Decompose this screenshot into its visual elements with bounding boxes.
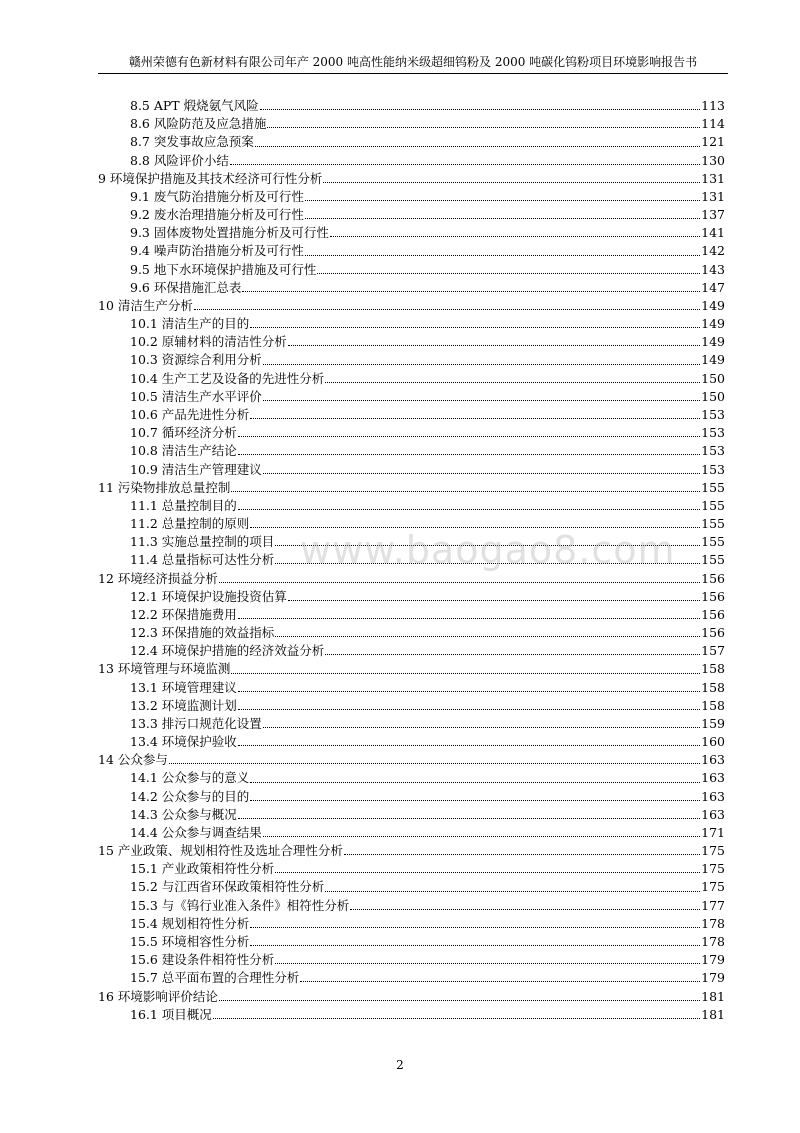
toc-dot-leader <box>238 745 700 746</box>
toc-section-entry[interactable] <box>98 279 725 297</box>
toc-entry-title: 9 环境保护措施及其技术经济可行性分析 <box>98 170 323 186</box>
toc-entry-page: 181 <box>701 988 725 1004</box>
toc-section-entry[interactable] <box>98 333 725 351</box>
watermark: www.baogao8.com <box>300 528 676 572</box>
toc-entry-title: 10.1 清洁生产的目的 <box>130 316 250 332</box>
toc-entry-title: 14.2 公众参与的目的 <box>130 788 250 804</box>
toc-entry-title: 10.7 循环经济分析 <box>130 425 237 441</box>
toc-section-entry[interactable] <box>98 497 725 515</box>
toc-entry-page: 149 <box>701 297 725 313</box>
toc-section-entry[interactable] <box>98 824 725 842</box>
toc-entry-title: 8.5 APT 煅烧氨气风险 <box>130 98 259 114</box>
toc-entry-page: 149 <box>701 352 725 368</box>
toc-chapter-entry[interactable] <box>98 751 725 769</box>
toc-entry-page: 156 <box>701 606 725 622</box>
toc-entry-title: 12 环境经济损益分析 <box>98 570 218 586</box>
toc-entry-title: 16.1 项目概况 <box>130 1006 212 1022</box>
running-header: 赣州荣德有色新材料有限公司年产 2000 吨高性能纳米级超细钨粉及 2000 吨碳化钨粉项目环境影响报告书 <box>128 55 698 69</box>
toc-dot-leader <box>238 618 700 619</box>
toc-section-entry[interactable] <box>98 97 725 115</box>
toc-entry-title: 10.4 生产工艺及设备的先进性分析 <box>130 370 325 386</box>
toc-entry-title: 15.6 建设条件相符性分析 <box>130 952 275 968</box>
toc-entry-title: 14.4 公众参与调查结果 <box>130 824 262 840</box>
toc-entry-page: 155 <box>701 534 725 550</box>
toc-dot-leader <box>263 727 700 728</box>
toc-dot-leader <box>275 636 700 637</box>
toc-section-entry[interactable] <box>98 1006 725 1024</box>
toc-dot-leader <box>325 382 700 383</box>
toc-section-entry[interactable] <box>98 733 725 751</box>
toc-entry-page: 150 <box>701 388 725 404</box>
toc-dot-leader <box>250 945 700 946</box>
toc-entry-title: 10.9 清洁生产管理建议 <box>130 461 262 477</box>
toc-entry-title: 15 产业政策、规划相符性及选址合理性分析 <box>98 843 343 859</box>
toc-section-entry[interactable] <box>98 115 725 133</box>
toc-dot-leader <box>288 600 700 601</box>
toc-entry-title: 10.6 产品先进性分析 <box>130 407 250 422</box>
toc-section-entry[interactable] <box>98 860 725 878</box>
toc-section-entry[interactable] <box>98 624 725 642</box>
toc-chapter-entry[interactable] <box>98 569 725 587</box>
toc-dot-leader <box>238 454 700 455</box>
toc-section-entry[interactable] <box>98 915 725 933</box>
toc-dot-leader <box>250 327 700 328</box>
toc-section-entry[interactable] <box>98 878 725 896</box>
toc-section-entry[interactable] <box>98 424 725 442</box>
toc-section-entry[interactable] <box>98 388 725 406</box>
toc-dot-leader <box>260 109 701 110</box>
toc-section-entry[interactable] <box>98 442 725 460</box>
toc-section-entry[interactable] <box>98 406 725 424</box>
toc-section-entry[interactable] <box>98 679 725 697</box>
toc-dot-leader <box>275 872 700 873</box>
toc-entry-page: 137 <box>701 207 725 223</box>
toc-dot-leader <box>305 200 700 201</box>
toc-entry-page: 155 <box>701 497 725 513</box>
header-rule <box>98 73 728 74</box>
toc-dot-leader <box>288 345 700 346</box>
toc-entry-page: 181 <box>701 1006 725 1022</box>
toc-entry-title: 15.4 规划相符性分析 <box>130 915 250 931</box>
toc-entry-page: 113 <box>701 98 725 114</box>
toc-dot-leader <box>238 509 700 510</box>
toc-section-entry[interactable] <box>98 806 725 824</box>
toc-dot-leader <box>330 236 700 237</box>
toc-entry-page: 175 <box>701 861 725 877</box>
toc-section-entry[interactable] <box>98 261 725 279</box>
toc-entry-page: 179 <box>701 970 725 986</box>
toc-dot-leader <box>250 927 700 928</box>
toc-entry-page: 121 <box>701 134 725 150</box>
toc-entry-page: 160 <box>701 734 725 750</box>
toc-entry-title: 12.2 环保措施费用 <box>130 606 237 622</box>
toc-entry-page: 149 <box>701 334 725 350</box>
toc-entry-page: 131 <box>701 188 725 204</box>
toc-section-entry[interactable] <box>98 788 725 806</box>
toc-entry-page: 178 <box>701 915 725 931</box>
toc-dot-leader <box>263 400 700 401</box>
toc-entry-page: 179 <box>701 952 725 968</box>
toc-dot-leader <box>263 836 700 837</box>
toc-entry-page: 163 <box>701 788 725 804</box>
toc-entry-page: 153 <box>701 461 725 477</box>
toc-entry-title: 11 污染物排放总量控制 <box>98 479 231 495</box>
toc-entry-page: 163 <box>701 806 725 822</box>
toc-entry-page: 163 <box>701 770 725 786</box>
toc-entry-title: 13.3 排污口规范化设置 <box>130 715 262 731</box>
toc-dot-leader <box>300 981 700 982</box>
toc-entry-page: 163 <box>701 752 725 768</box>
toc-dot-leader <box>325 654 700 655</box>
toc-dot-leader <box>250 418 700 419</box>
toc-entry-page: 156 <box>701 570 725 586</box>
toc-entry-page: 130 <box>701 152 725 168</box>
toc-dot-leader <box>305 255 700 256</box>
toc-entry-title: 14.3 公众参与概况 <box>130 806 237 822</box>
toc-entry-title: 15.1 产业政策相符性分析 <box>130 861 275 877</box>
toc-entry-title: 12.1 环境保护设施投资估算 <box>130 588 287 604</box>
toc-entry-title: 9.4 噪声防治措施分析及可行性 <box>130 243 304 259</box>
toc-section-entry[interactable] <box>98 188 725 206</box>
toc-dot-leader <box>230 164 700 165</box>
toc-entry-title: 16 环境影响评价结论 <box>98 988 218 1004</box>
toc-entry-title: 8.8 风险评价小结 <box>130 152 229 168</box>
toc-entry-page: 155 <box>701 552 725 568</box>
toc-entry-title: 9.1 废气防治措施分析及可行性 <box>130 188 304 204</box>
toc-dot-leader <box>250 800 700 801</box>
toc-section-entry[interactable] <box>98 769 725 787</box>
toc-entry-page: 141 <box>701 225 725 241</box>
toc-entry-page: 175 <box>701 879 725 895</box>
toc-entry-page: 149 <box>701 316 725 332</box>
toc-section-entry[interactable] <box>98 133 725 151</box>
toc-entry-page: 158 <box>701 697 725 713</box>
toc-chapter-entry[interactable] <box>98 297 725 315</box>
toc-entry-title: 13.4 环境保护验收 <box>130 734 237 750</box>
toc-dot-leader <box>325 891 700 892</box>
toc-entry-title: 14 公众参与 <box>98 752 168 768</box>
toc-dot-leader <box>263 473 700 474</box>
toc-entry-page: 142 <box>701 243 725 259</box>
toc-entry-title: 10.5 清洁生产水平评价 <box>130 388 262 404</box>
toc-entry-page: 155 <box>701 479 725 495</box>
toc-dot-leader <box>238 709 700 710</box>
toc-entry-title: 13.1 环境管理建议 <box>130 679 237 695</box>
toc-entry-page: 131 <box>701 170 725 186</box>
toc-entry-title: 10.8 清洁生产结论 <box>130 443 237 459</box>
page-number: 2 <box>396 1058 404 1072</box>
toc-chapter-entry[interactable] <box>98 987 725 1005</box>
toc-dot-leader <box>344 854 700 855</box>
toc-section-entry[interactable] <box>98 206 725 224</box>
toc-entry-page: 171 <box>701 824 725 840</box>
toc-dot-leader <box>267 127 700 128</box>
toc-entry-page: 159 <box>701 715 725 731</box>
toc-entry-page: 155 <box>701 516 725 532</box>
toc-dot-leader <box>275 963 700 964</box>
toc-entry-page: 153 <box>701 425 725 441</box>
toc-entry-page: 158 <box>701 679 725 695</box>
toc-entry-title: 15.5 环境相容性分析 <box>130 933 250 949</box>
toc-entry-title: 11.3 实施总量控制的项目 <box>130 534 275 550</box>
toc-entry-title: 11.4 总量指标可达性分析 <box>130 552 275 568</box>
toc-section-entry[interactable] <box>98 897 725 915</box>
toc-section-entry[interactable] <box>98 588 725 606</box>
toc-entry-title: 13.2 环境监测计划 <box>130 697 237 713</box>
toc-section-entry[interactable] <box>98 969 725 987</box>
toc-entry-title: 11.2 总量控制的原则 <box>130 516 250 532</box>
toc-entry-page: 153 <box>701 407 725 422</box>
toc-dot-leader <box>317 273 700 274</box>
toc-dot-leader <box>231 491 700 492</box>
toc-dot-leader <box>238 436 700 437</box>
toc-chapter-entry[interactable] <box>98 842 725 860</box>
toc-entry-page: 114 <box>701 116 725 132</box>
toc-entry-page: 153 <box>701 443 725 459</box>
toc-entry-page: 143 <box>701 261 725 277</box>
toc-section-entry[interactable] <box>98 242 725 260</box>
toc-entry-title: 12.4 环境保护措施的经济效益分析 <box>130 643 325 659</box>
toc-dot-leader <box>242 291 700 292</box>
toc-dot-leader <box>238 818 700 819</box>
toc-entry-title: 9.6 环保措施汇总表 <box>130 279 242 295</box>
toc-entry-page: 156 <box>701 588 725 604</box>
toc-dot-leader <box>194 309 700 310</box>
toc-section-entry[interactable] <box>98 951 725 969</box>
toc-entry-page: 177 <box>701 897 725 913</box>
toc-entry-title: 9.3 固体废物处置措施分析及可行性 <box>130 225 329 241</box>
toc-section-entry[interactable] <box>98 224 725 242</box>
toc-dot-leader <box>350 909 700 910</box>
toc-section-entry[interactable] <box>98 697 725 715</box>
toc-dot-leader <box>213 1018 700 1019</box>
toc-entry-title: 15.2 与江西省环保政策相符性分析 <box>130 879 325 895</box>
toc-dot-leader <box>219 1000 700 1001</box>
toc-dot-leader <box>231 673 700 674</box>
toc-entry-page: 147 <box>701 279 725 295</box>
toc-section-entry[interactable] <box>98 606 725 624</box>
toc-dot-leader <box>263 364 700 365</box>
toc-entry-title: 10.2 原辅材料的清洁性分析 <box>130 334 287 350</box>
toc-dot-leader <box>219 582 700 583</box>
toc-entry-title: 13 环境管理与环境监测 <box>98 661 231 677</box>
toc-entry-title: 12.3 环保措施的效益指标 <box>130 625 275 641</box>
toc-chapter-entry[interactable] <box>98 660 725 678</box>
toc-entry-page: 158 <box>701 661 725 677</box>
toc-dot-leader <box>305 218 700 219</box>
toc-entry-page: 150 <box>701 370 725 386</box>
toc-entry-title: 8.6 风险防范及应急措施 <box>130 116 267 132</box>
toc-section-entry[interactable] <box>98 370 725 388</box>
toc-dot-leader <box>250 782 700 783</box>
toc-entry-title: 10.3 资源综合利用分析 <box>130 352 262 368</box>
toc-entry-title: 8.7 突发事故应急预案 <box>130 134 254 150</box>
toc-section-entry[interactable] <box>98 642 725 660</box>
toc-section-entry[interactable] <box>98 152 725 170</box>
toc-chapter-entry[interactable] <box>98 170 725 188</box>
toc-entry-page: 178 <box>701 933 725 949</box>
toc-entry-page: 156 <box>701 625 725 641</box>
toc-section-entry[interactable] <box>98 460 725 478</box>
toc-dot-leader <box>238 691 700 692</box>
toc-entry-title: 9.5 地下水环境保护措施及可行性 <box>130 261 317 277</box>
toc-section-entry[interactable] <box>98 715 725 733</box>
toc-dot-leader <box>255 146 700 147</box>
toc-chapter-entry[interactable] <box>98 479 725 497</box>
toc-entry-title: 15.7 总平面布置的合理性分析 <box>130 970 300 986</box>
toc-entry-title: 11.1 总量控制目的 <box>130 497 237 513</box>
toc-section-entry[interactable] <box>98 933 725 951</box>
toc-entry-page: 175 <box>701 843 725 859</box>
toc-section-entry[interactable] <box>98 315 725 333</box>
toc-entry-title: 15.3 与《钨行业准入条件》相符性分析 <box>130 897 350 913</box>
toc-entry-page: 157 <box>701 643 725 659</box>
toc-section-entry[interactable] <box>98 351 725 369</box>
toc-entry-title: 10 清洁生产分析 <box>98 297 193 313</box>
toc-dot-leader <box>169 763 700 764</box>
toc-entry-title: 14.1 公众参与的意义 <box>130 770 250 786</box>
toc-entry-title: 9.2 废水治理措施分析及可行性 <box>130 207 304 223</box>
toc-dot-leader <box>323 182 700 183</box>
